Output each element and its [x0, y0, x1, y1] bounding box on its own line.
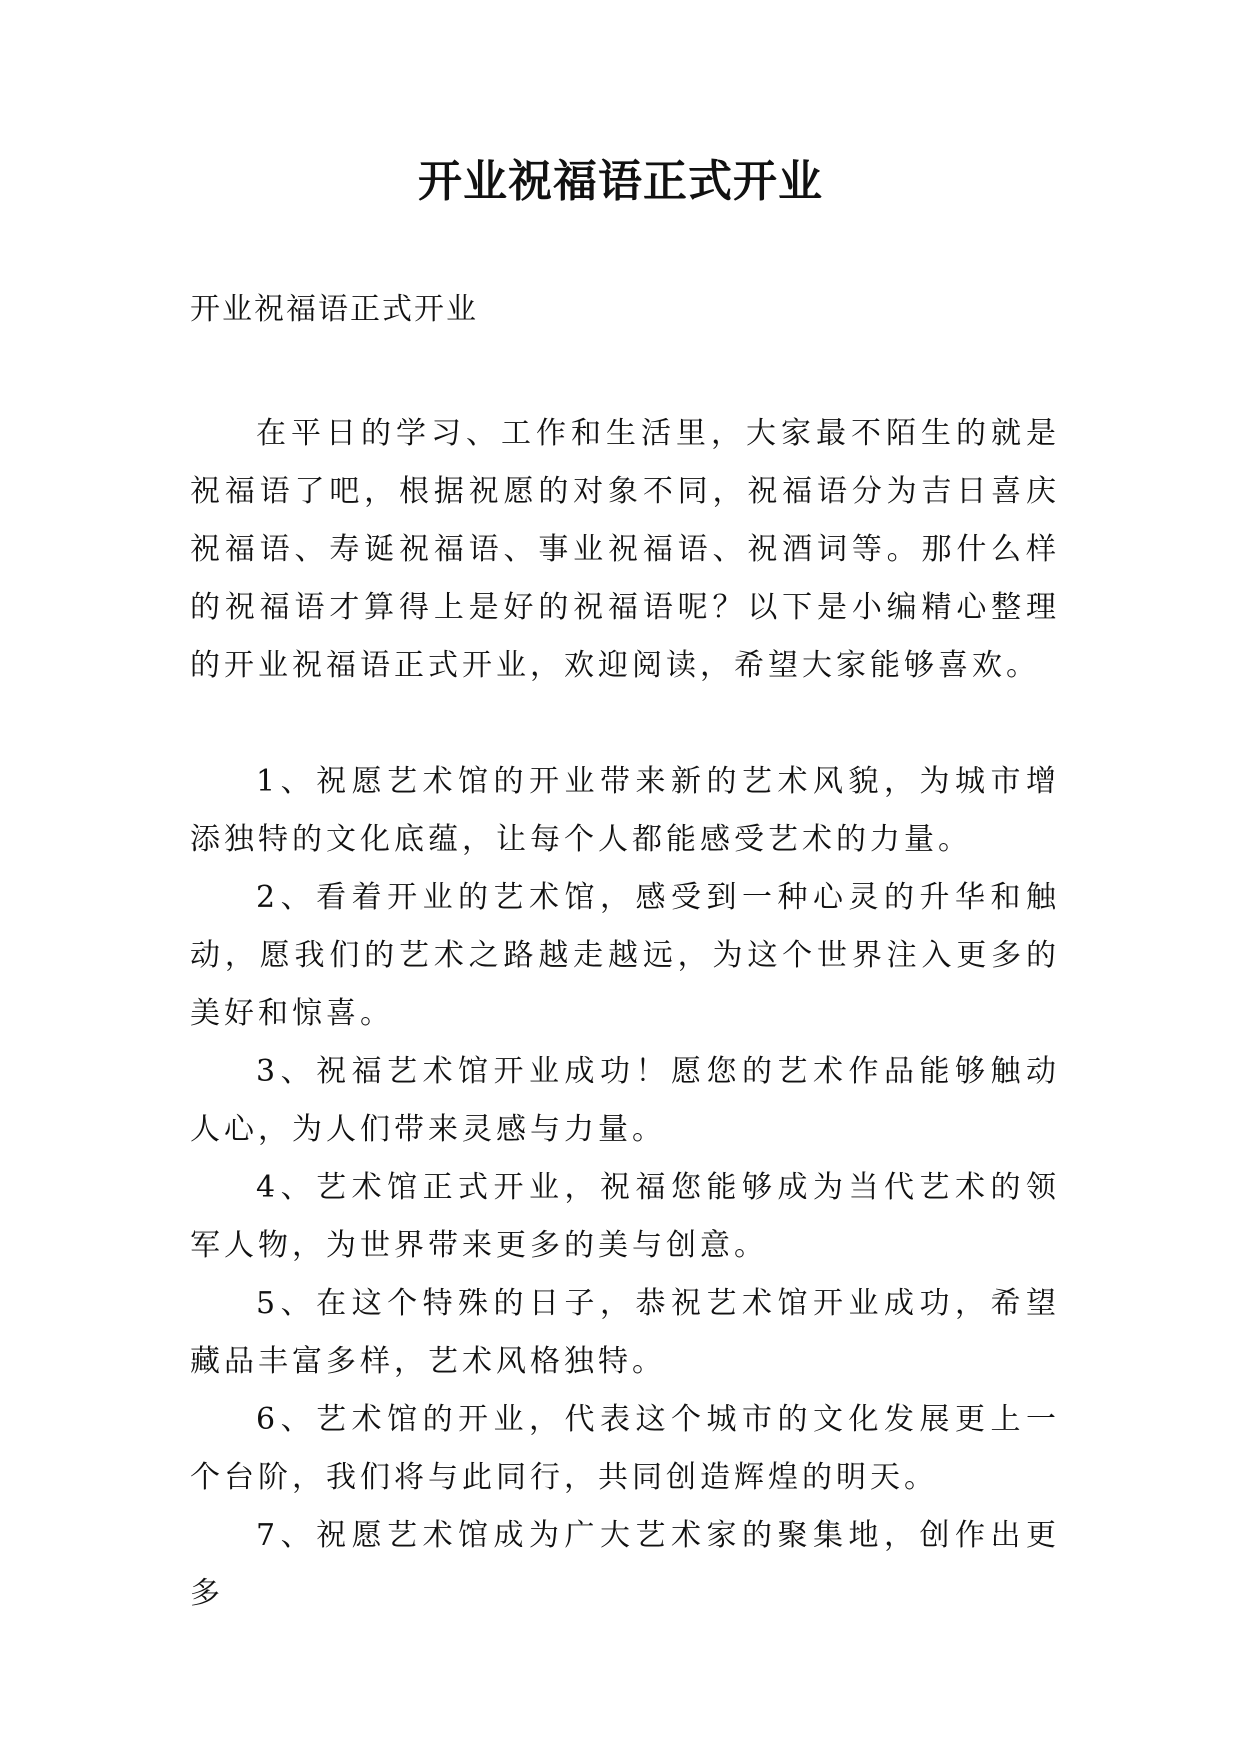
intro-paragraph: 在平日的学习、工作和生活里，大家最不陌生的就是祝福语了吧，根据祝愿的对象不同，祝福语分为吉日喜庆祝福语、寿诞祝福语、事业祝福语、祝酒词等。那什么样的祝福语才算得上是好的祝福语呢？以下是小编精心整理的开业祝福语正式开业，欢迎阅读，希望大家能够喜欢。 — [190, 416, 1060, 683]
list-item: 3、祝福艺术馆开业成功！愿您的艺术作品能够触动人心，为人们带来灵感与力量。 — [190, 1054, 1060, 1147]
list-item: 7、祝愿艺术馆成为广大艺术家的聚集地，创作出更多 — [190, 1518, 1060, 1611]
list-item: 2、看着开业的艺术馆，感受到一种心灵的升华和触动，愿我们的艺术之路越走越远，为这个世界注入更多的美好和惊喜。 — [190, 880, 1060, 1031]
list-item: 4、艺术馆正式开业，祝福您能够成为当代艺术的领军人物，为世界带来更多的美与创意。 — [190, 1170, 1060, 1263]
list-item: 1、祝愿艺术馆的开业带来新的艺术风貌，为城市增添独特的文化底蕴，让每个人都能感受艺术的力量。 — [190, 764, 1060, 857]
list-item: 5、在这个特殊的日子，恭祝艺术馆开业成功，希望藏品丰富多样，艺术风格独特。 — [190, 1286, 1060, 1379]
document-title: 开业祝福语正式开业 — [418, 156, 823, 207]
list-item: 6、艺术馆的开业，代表这个城市的文化发展更上一个台阶，我们将与此同行，共同创造辉煌的明天。 — [190, 1402, 1060, 1495]
document-body — [190, 405, 1060, 1623]
document-subtitle: 开业祝福语正式开业 — [190, 292, 478, 327]
